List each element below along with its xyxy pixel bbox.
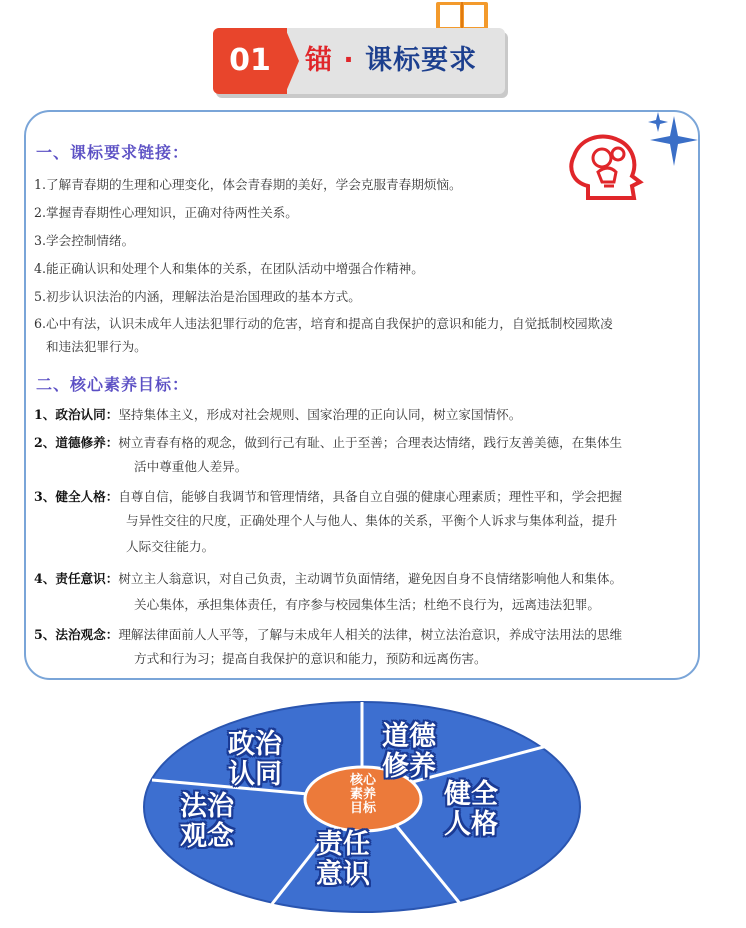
segment-morality: 道德 修养 [382, 721, 436, 782]
section-banner [213, 22, 505, 94]
requirement-item: 5.初步认识法治的内涵，理解法治是治国理政的基本方式。 [34, 289, 361, 304]
banner-title: 锚 · 课标要求 [305, 45, 478, 76]
requirement-item: 4.能正确认识和处理个人和集体的关系，在团队活动中增强合作精神。 [34, 261, 424, 276]
goal-rule-of-law: 5、法治观念：理解法律面前人人平等，了解与未成年人相关的法律，树立法治意识，养成守法用法的思维 [34, 627, 623, 642]
requirement-item: 6.心中有法，认识未成年人违法犯罪行动的危害，培育和提高自我保护的意识和能力，自觉抵制校园欺凌 [34, 316, 613, 331]
requirement-item: 3.学会控制情绪。 [34, 233, 135, 248]
segment-personality: 健全 人格 [444, 779, 498, 840]
requirement-item: 2.掌握青春期性心理知识，正确对待两性关系。 [34, 205, 298, 220]
goal-responsibility: 4、责任意识：树立主人翁意识，对自己负责，主动调节负面情绪，避免因自身不良情绪影响他人和集体。 [34, 571, 623, 586]
goal-line: 与异性交往的尺度，正确处理个人与他人、集体的关系，平衡个人诉求与集体利益，提升 [126, 513, 618, 528]
goal-line: 关心集体，承担集体责任，有序参与校园集体生活；杜绝不良行为，远离违法犯罪。 [134, 597, 600, 612]
sparkle-icon [640, 112, 700, 176]
section-number: 01 [213, 28, 287, 94]
segment-law: 法治 观念 [180, 791, 234, 852]
goal-political-identity: 1、政治认同：坚持集体主义，形成对社会规则、国家治理的正向认同，树立家国情怀。 [34, 407, 522, 422]
section1-heading: 一、课标要求链接： [36, 140, 189, 163]
requirement-item: 和违法犯罪行为。 [46, 339, 147, 354]
section2-heading: 二、核心素养目标： [36, 372, 189, 395]
core-literacy-diagram [142, 700, 582, 914]
goal-line: 方式和行为习；提高自我保护的意识和能力，预防和远离伤害。 [134, 651, 487, 666]
requirements-card [24, 110, 700, 680]
requirement-item: 1.了解青春期的生理和心理变化，体会青春期的美好，学会克服青春期烦恼。 [34, 177, 462, 192]
diagram-center-label: 核心 素养 目标 [349, 773, 376, 816]
segment-politics: 政治 认同 [228, 729, 282, 790]
segment-responsibility: 责任 意识 [316, 829, 370, 890]
goal-line: 活中尊重他人差异。 [134, 459, 248, 474]
goal-sound-personality: 3、健全人格：自尊自信，能够自我调节和管理情绪，具备自立自强的健康心理素质；理性平和，学会把握 [34, 489, 623, 504]
goal-line: 人际交往能力。 [126, 539, 215, 554]
goal-moral-cultivation: 2、道德修养：树立青春有格的观念，做到行己有耻、止于至善；合理表达情绪，践行友善美德，在集体生 [34, 435, 623, 450]
